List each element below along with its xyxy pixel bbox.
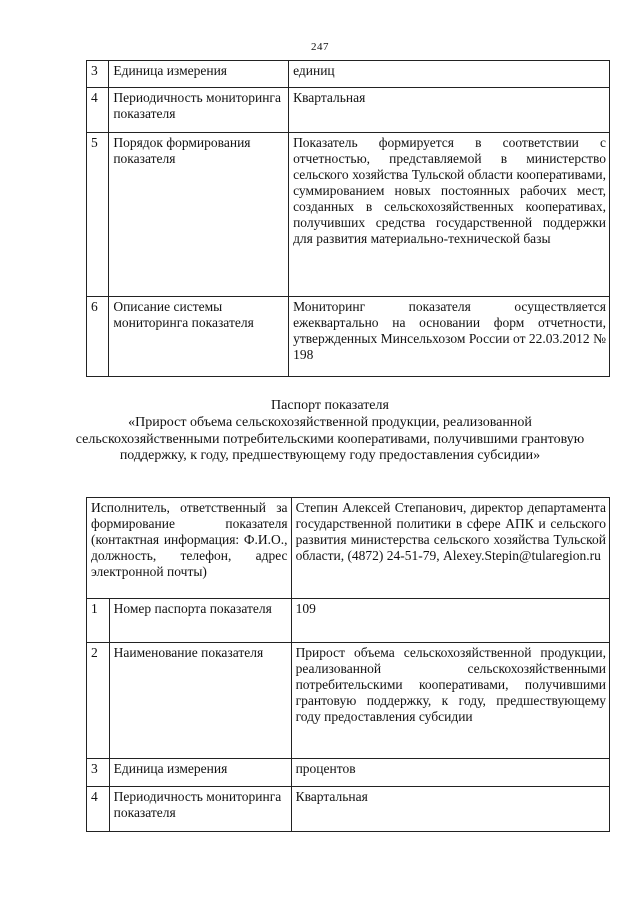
passport-subtitle: «Прирост объема сельскохозяйственной продукции, реализованной сельскохозяйственными потребительскими кооперативами, получившими грантовую поддержку, к году, предшествующему году предоставления субсидии» [75, 414, 585, 464]
row-label: Номер паспорта показателя [109, 599, 291, 643]
row-value: Прирост объема сельскохозяйственной продукции, реализованной сельскохозяйственными потребительскими кооперативами, получившими грантовую поддержку, к году, предшествующему году предоставления субсидии [291, 643, 609, 759]
row-label: Описание системы мониторинга показателя [109, 297, 289, 377]
row-label: Периодичность мониторинга показателя [109, 787, 291, 832]
row-number: 4 [87, 88, 109, 133]
executor-label: Исполнитель, ответственный за формирование показателя (контактная информация: Ф.И.О., должность, телефон, адрес электронной почты) [87, 498, 292, 599]
passport-heading [60, 398, 600, 465]
table-row [87, 643, 610, 759]
row-number: 3 [87, 759, 110, 787]
row-value: единиц [289, 61, 610, 88]
row-value: Квартальная [291, 787, 609, 832]
row-value: Квартальная [289, 88, 610, 133]
table-row [87, 759, 610, 787]
indicator-table-2 [86, 497, 610, 832]
row-number: 4 [87, 787, 110, 832]
indicator-table-1 [86, 60, 610, 377]
row-value: Показатель формируется в соответствии с отчетностью, представляемой в министерство сельского хозяйства Тульской области кооперативами, суммированием новых постоянных рабочих мест, созданных в сельскохозяйственных кооперативах, получивших средства государственной поддержки для развития материально-технической базы [289, 133, 610, 297]
row-label: Периодичность мониторинга показателя [109, 88, 289, 133]
row-number: 2 [87, 643, 110, 759]
row-value: 109 [291, 599, 609, 643]
row-number: 6 [87, 297, 109, 377]
table-row [87, 61, 610, 88]
row-label: Единица измерения [109, 759, 291, 787]
table-row [87, 297, 610, 377]
table-row [87, 787, 610, 832]
executor-row [87, 498, 610, 599]
table-row [87, 133, 610, 297]
page-number: 247 [311, 41, 329, 53]
row-number: 3 [87, 61, 109, 88]
executor-value: Степин Алексей Степанович, директор департамента государственной политики в сфере АПК и сельского развития министерства сельского хозяйства Тульской области, (4872) 24-51-79, Alexey.Stepin@tularegion.ru [291, 498, 609, 599]
row-value: Мониторинг показателя осуществляется ежеквартально на основании форм отчетности, утвержденных Минсельхозом России от 22.03.2012 № 198 [289, 297, 610, 377]
passport-title: Паспорт показателя [271, 398, 389, 413]
row-label: Порядок формирования показателя [109, 133, 289, 297]
row-value: процентов [291, 759, 609, 787]
table-row [87, 599, 610, 643]
row-number: 5 [87, 133, 109, 297]
row-number: 1 [87, 599, 110, 643]
table-row [87, 88, 610, 133]
row-label: Наименование показателя [109, 643, 291, 759]
row-label: Единица измерения [109, 61, 289, 88]
